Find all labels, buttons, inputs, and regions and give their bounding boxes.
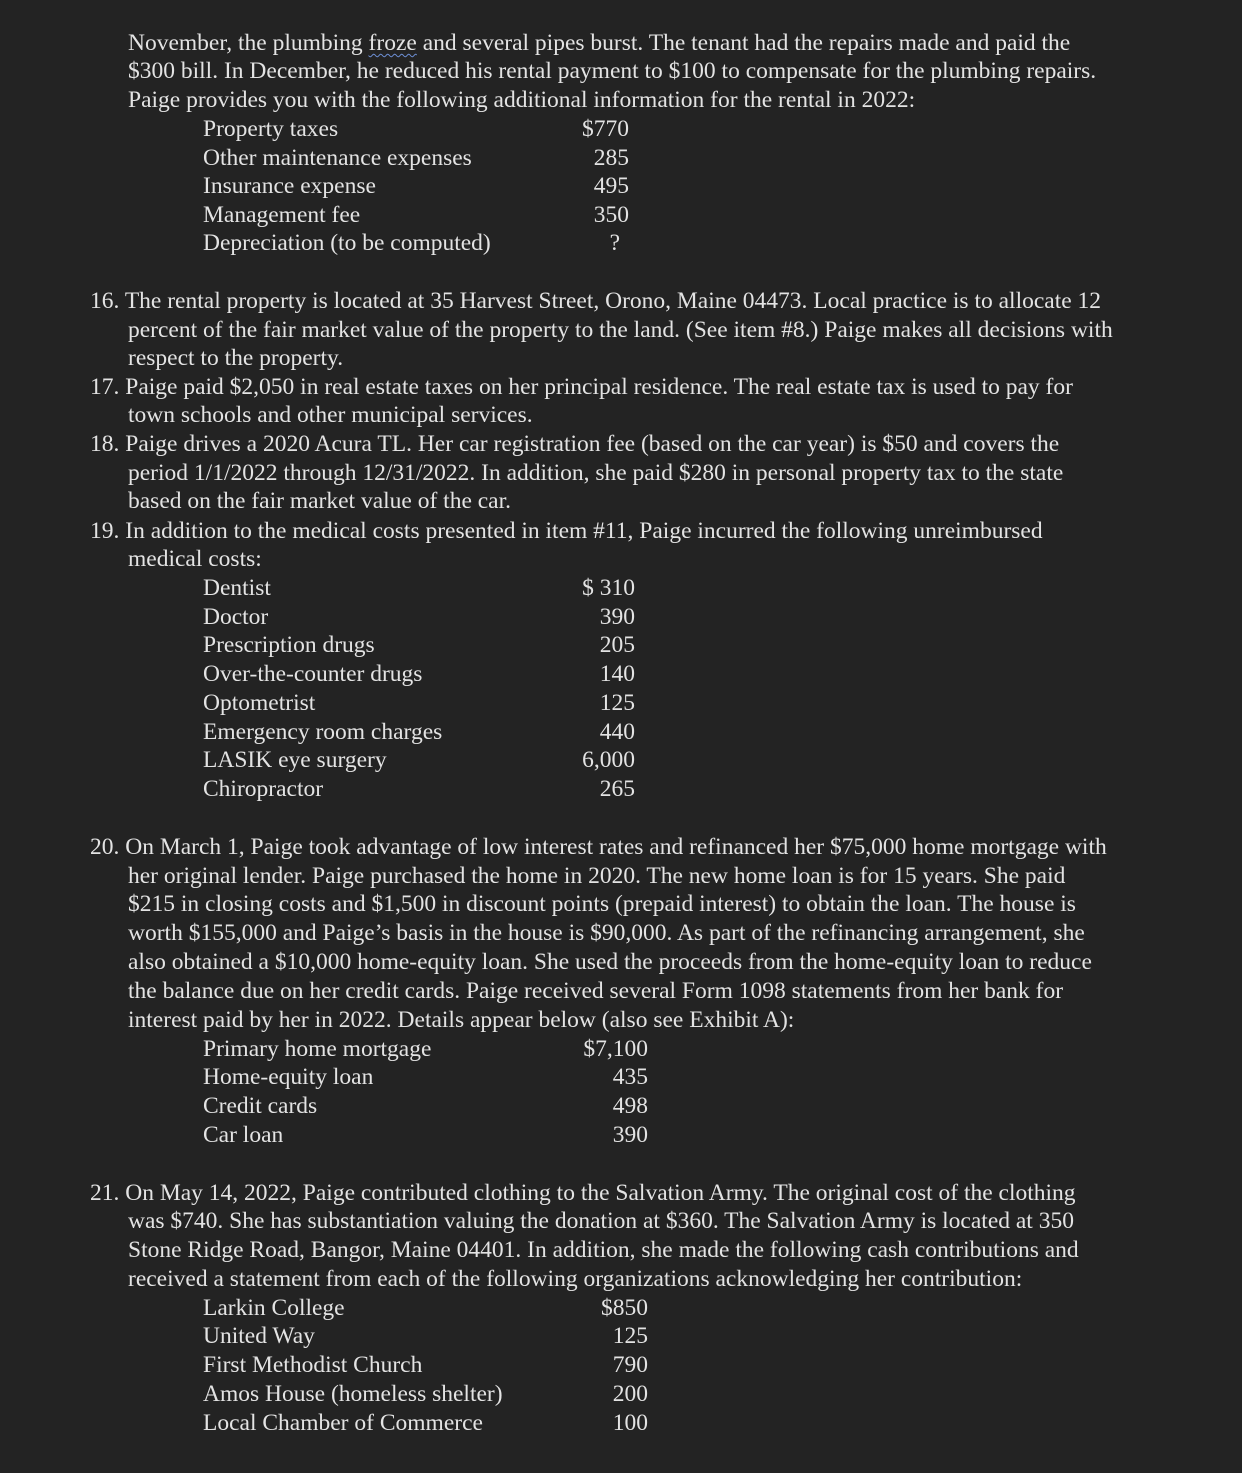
- intro-line-1: [128, 29, 1070, 57]
- interest-amount: 435: [612, 1064, 648, 1090]
- medical-cost-label: Over-the-counter drugs: [203, 661, 423, 687]
- item-18-line-3: based on the fair market value of the car.: [128, 488, 512, 514]
- medical-cost-label: Chiropractor: [203, 776, 324, 802]
- item-20-line-5: also obtained a $10,000 home-equity loan. She used the proceeds from the home-equity loan to reduce: [128, 949, 1092, 975]
- medical-cost-amount: 205: [599, 632, 635, 658]
- medical-cost-label: Doctor: [203, 604, 269, 630]
- item-16-line-3: respect to the property.: [128, 345, 344, 371]
- item-16-line-1: 16. The rental property is located at 35 Harvest Street, Orono, Maine 04473. Local practice is to allocate 12: [90, 288, 1102, 314]
- intro-line-2: $300 bill. In December, he reduced his rental payment to $100 to compensate for the plumbing repairs.: [128, 58, 1097, 84]
- contribution-amount: $850: [601, 1295, 648, 1321]
- item-16-line-2: percent of the fair market value of the property to the land. (See item #8.) Paige makes all decisions with: [128, 317, 1113, 343]
- item-20-line-1: 20. On March 1, Paige took advantage of low interest rates and refinanced her $75,000 home mortgage with: [90, 834, 1107, 860]
- contribution-label: United Way: [203, 1323, 315, 1349]
- contribution-amount: 125: [612, 1323, 648, 1349]
- rental-info-label: Depreciation (to be computed): [203, 230, 491, 256]
- medical-cost-label: Dentist: [203, 575, 271, 601]
- rental-info-amount: 285: [593, 145, 629, 171]
- rental-info-amount: 495: [593, 173, 629, 199]
- rental-info-label: Other maintenance expenses: [203, 145, 472, 171]
- interest-amount: $7,100: [583, 1036, 648, 1062]
- rental-info-amount: 350: [593, 202, 629, 228]
- contribution-amount: 100: [612, 1410, 648, 1436]
- medical-cost-amount: $ 310: [582, 575, 635, 601]
- item-18-line-2: period 1/1/2022 through 12/31/2022. In addition, she paid $280 in personal property tax to the state: [128, 460, 1064, 486]
- item-20-line-2: her original lender. Paige purchased the home in 2020. The new home loan is for 15 years. She paid: [128, 863, 1066, 889]
- medical-cost-amount: 140: [599, 661, 635, 687]
- item-17-line-2: town schools and other municipal services.: [128, 402, 533, 428]
- rental-info-label: Property taxes: [203, 116, 339, 142]
- medical-cost-label: Emergency room charges: [203, 719, 443, 745]
- intro-line-3: Paige provides you with the following additional information for the rental in 2022:: [128, 87, 916, 113]
- intro-line-1-pre: November, the plumbing: [128, 30, 369, 56]
- rental-info-label: Management fee: [203, 202, 361, 228]
- interest-label: Primary home mortgage: [203, 1036, 432, 1062]
- item-21-line-4: received a statement from each of the following organizations acknowledging her contribution:: [128, 1266, 1023, 1292]
- contribution-label: Amos House (homeless shelter): [203, 1381, 503, 1407]
- medical-cost-label: Prescription drugs: [203, 632, 375, 658]
- item-20-line-3: $215 in closing costs and $1,500 in discount points (prepaid interest) to obtain the loan. The house is: [128, 891, 1076, 917]
- contribution-label: Larkin College: [203, 1295, 345, 1321]
- medical-cost-amount: 440: [599, 719, 635, 745]
- contribution-amount: 790: [612, 1352, 648, 1378]
- rental-info-amount: ?: [609, 230, 620, 256]
- interest-label: Car loan: [203, 1122, 284, 1148]
- item-20-line-7: interest paid by her in 2022. Details appear below (also see Exhibit A):: [128, 1007, 795, 1033]
- item-20-line-4: worth $155,000 and Paige’s basis in the house is $90,000. As part of the refinancing arrangement, she: [128, 920, 1085, 946]
- item-18-line-1: 18. Paige drives a 2020 Acura TL. Her car registration fee (based on the car year) is $50 and covers the: [90, 431, 1060, 457]
- item-21-line-2: was $740. She has substantiation valuing the donation at $360. The Salvation Army is located at 350: [128, 1208, 1074, 1234]
- medical-cost-label: Optometrist: [203, 690, 316, 716]
- spellcheck-word: froze: [368, 30, 417, 56]
- item-19-line-2: medical costs:: [128, 546, 262, 572]
- interest-label: Credit cards: [203, 1093, 318, 1119]
- medical-cost-amount: 125: [599, 690, 635, 716]
- item-17-line-1: 17. Paige paid $2,050 in real estate taxes on her principal residence. The real estate tax is used to pay for: [90, 374, 1073, 400]
- medical-cost-label: LASIK eye surgery: [203, 747, 387, 773]
- contribution-amount: 200: [612, 1381, 648, 1407]
- medical-cost-amount: 6,000: [582, 747, 635, 773]
- interest-label: Home-equity loan: [203, 1064, 374, 1090]
- item-20-line-6: the balance due on her credit cards. Paige received several Form 1098 statements from her bank for: [128, 978, 1064, 1004]
- medical-cost-amount: 390: [599, 604, 635, 630]
- item-19-line-1: 19. In addition to the medical costs presented in item #11, Paige incurred the following unreimbursed: [90, 518, 1043, 544]
- rental-info-amount: $770: [582, 116, 629, 142]
- rental-info-label: Insurance expense: [203, 173, 376, 199]
- interest-amount: 390: [612, 1122, 648, 1148]
- interest-amount: 498: [612, 1093, 648, 1119]
- medical-cost-amount: 265: [599, 776, 635, 802]
- item-21-line-1: 21. On May 14, 2022, Paige contributed clothing to the Salvation Army. The original cost of the clothing: [90, 1180, 1076, 1206]
- intro-line-1-post: and several pipes burst. The tenant had the repairs made and paid the: [416, 30, 1071, 56]
- contribution-label: First Methodist Church: [203, 1352, 423, 1378]
- item-21-line-3: Stone Ridge Road, Bangor, Maine 04401. In addition, she made the following cash contributions and: [128, 1237, 1079, 1263]
- contribution-label: Local Chamber of Commerce: [203, 1410, 483, 1436]
